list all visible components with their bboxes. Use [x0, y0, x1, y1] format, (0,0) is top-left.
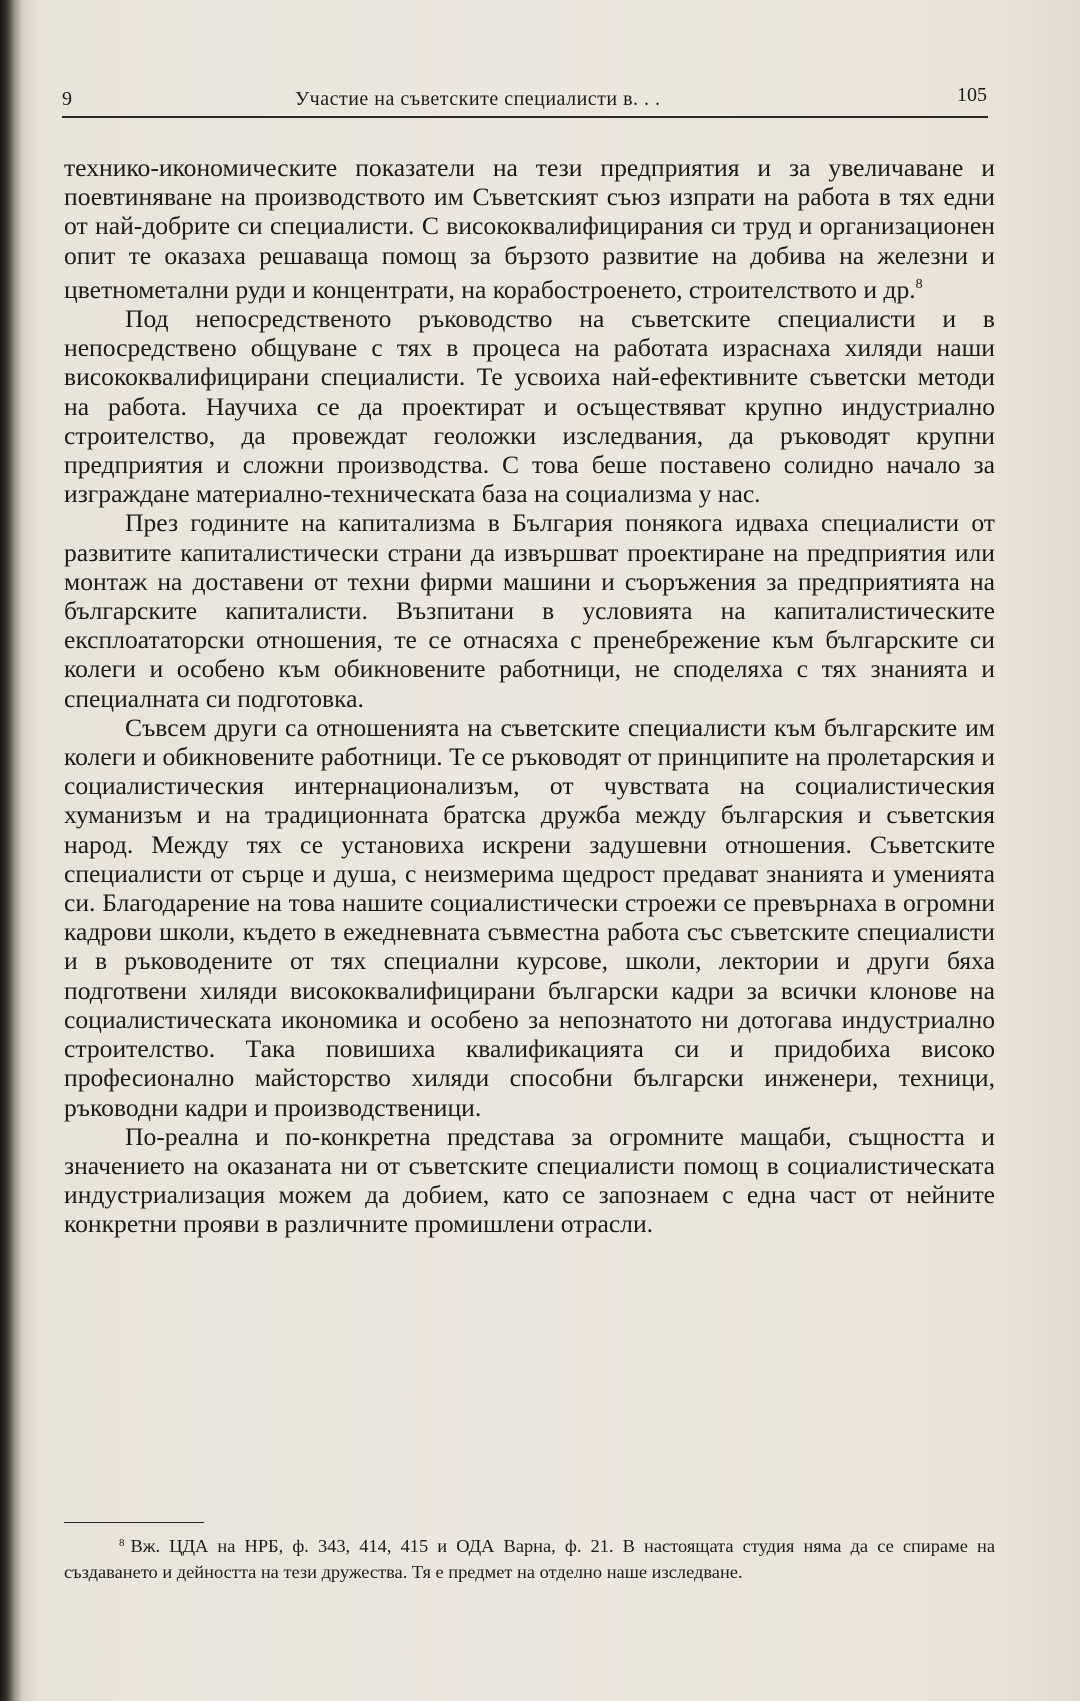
- paragraph-3: През годините на капитализма в България понякога идваха специалисти от развитите капиталистически страни да извършват проектиране на предприятия или монтаж на доставени от техни фирми машини и съоръжения за предприятията на българските капиталисти. Възпитани в условията на капиталистическите експлоататорски отношения, те се отнасяха с пренебрежение към българските си колеги и особено към обикновените работници, не споделяха с тях знанията и специалната си подготовка.: [64, 508, 995, 713]
- page-number-right: 105: [957, 84, 987, 106]
- running-title: Участие на съветските специалисти в. . .: [295, 88, 661, 110]
- paragraph-1-text: технико-икономическите показатели на тези предприятия и за увеличаване и поевтиняване на производството им Съветският съюз изпрати на работа в тях едни от най-добрите си специалисти. С висококвалифицирания си труд и организационен опит те оказаха решаваща помощ за бързото развитие на добива на железни и цветнометални руди и концентрати, на корабостроенето, строителството и др.: [64, 153, 995, 304]
- footnote-rule: [64, 1522, 204, 1523]
- footnote: [64, 1530, 995, 1585]
- footnote-paragraph: [64, 1530, 995, 1585]
- paragraph-5: По-реална и по-конкретна представа за огромните мащаби, същността и значението на оказаната ни от съветските специалисти помощ в социалистическата индустриализация можем да добием, като се запознаем с една част от нейните конкретни прояви в различните промишлени отрасли.: [64, 1121, 995, 1239]
- paragraph-2: Под непосредственото ръководство на съветските специалисти и в непосредствено общуване с тях в процеса на работата израснаха хиляди наши висококвалифицирани специалисти. Те усвоиха най-ефективните съветски методи на работа. Научиха се да проектират и осъществяват крупно индустриално строителство, да провеждат геоложки изследвания, да ръководят крупни предприятия и сложни производства. С това беше поставено солидно начало за изграждане материално-техническата база на социализма у нас.: [64, 304, 995, 509]
- footnote-text: Вж. ЦДА на НРБ, ф. 343, 414, 415 и ОДА Варна, ф. 21. В настоящата студия няма да се спираме на създаването и дейността на тези дружества. Тя е предмет на отделно наше изследване.: [64, 1536, 995, 1582]
- spine-shadow: [0, 0, 22, 1701]
- header-rule: [62, 116, 988, 118]
- paragraph-1: [64, 153, 995, 304]
- paragraph-4: Съвсем други са отношенията на съветските специалисти към българските им колеги и обикновените работници. Те се ръководят от принципите на пролетарския и социалистическия интернационализъм, от чувствата на социалистическия хуманизъм и на традиционната братска дружба между българския и съветския народ. Между тях се установиха искрени задушевни отношения. Съветските специалисти от сърце и душа, с неизмерима щедрост предават знанията и уменията си. Благодарение на това нашите социалистически строежи се превърнаха в огромни кадрови школи, където в ежедневната съвместна работа със съветските специалисти и в ръководените от тях специални курсове, школи, лектории и други бяха подготвени хиляди висококвалифицирани български кадри за всички клонове на социалистическата икономика и особено за непознатото ни дотогава индустриално строителство. Така повишиха квалификацията си и придобиха високо професионално майсторство хиляди способни български инженери, техници, ръководни кадри и производственици.: [64, 712, 995, 1122]
- footnote-marker: 8: [119, 1537, 125, 1549]
- page-number-left: 9: [62, 88, 72, 110]
- footnote-reference: 8: [915, 276, 923, 292]
- running-header: [62, 84, 987, 116]
- body-text: [64, 153, 995, 1239]
